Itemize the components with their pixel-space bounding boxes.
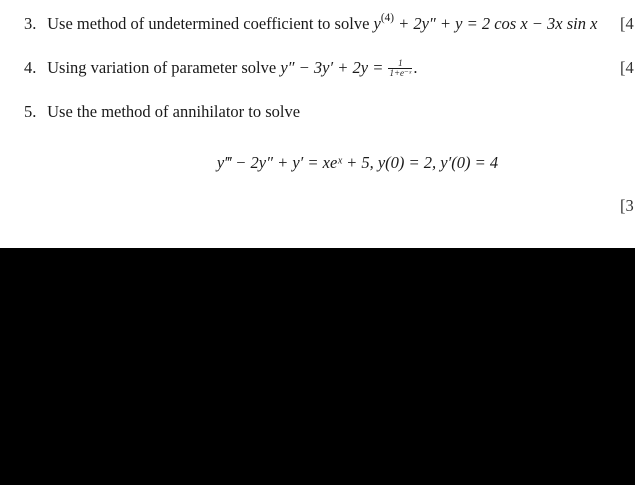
equation: [373, 11, 598, 33]
question-5: [24, 102, 635, 122]
marks-3: [4: [620, 14, 634, 33]
question-number: 3.: [24, 14, 37, 33]
question-number: 5.: [24, 102, 37, 121]
question-3: [24, 11, 635, 34]
fraction: [388, 59, 412, 78]
question-text: Use method of undetermined coefficient to solve: [47, 14, 370, 33]
marks-5: [3: [620, 196, 634, 215]
equation-main: y″ − 3y′ + 2y =: [280, 58, 388, 77]
question-text: Using variation of parameter solve: [47, 58, 277, 77]
equation-lhs: y: [373, 14, 381, 33]
question-text: Use the method of annihilator to solve: [47, 102, 301, 121]
question-4: [24, 58, 635, 78]
fraction-numerator: 1: [388, 59, 412, 69]
black-region: [0, 248, 635, 485]
equation-tail: .: [413, 58, 418, 77]
fraction-denominator: 1+e⁻ˣ: [389, 68, 412, 79]
marks-4: [4: [620, 58, 634, 77]
display-equation: y‴ − 2y″ + y′ = xeˣ + 5, y(0) = 2, y′(0) = 4: [216, 153, 499, 172]
derivative-order: (4): [380, 11, 394, 24]
question-number: 4.: [24, 58, 37, 77]
equation: [280, 58, 417, 77]
equation-rest: + 2y″ + y = 2 cos x − 3x sin x: [393, 14, 598, 33]
